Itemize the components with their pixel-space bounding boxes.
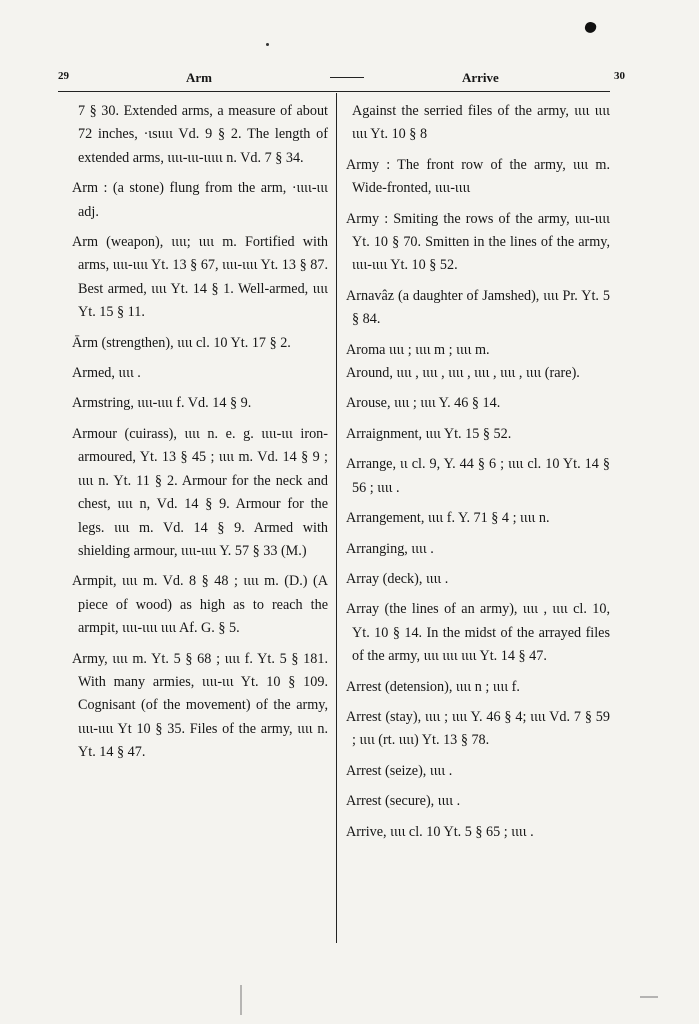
dictionary-entry: Around, ɩɩɩɩ , ɩɩɩɩ , ɩɩɩɩ , ɩɩɩɩ , ɩɩɩɩ , ɩɩɩɩ (rare). [346, 365, 580, 382]
dictionary-entry: Arrest (secure), ɩɩɩɩ . [346, 793, 461, 810]
dictionary-entry: Arraignment, ɩɩɩɩ Yt. 15 § 52. [346, 425, 512, 442]
right-page-number: 30 [614, 70, 625, 82]
dictionary-entry: Army, ɩɩɩɩ m. Yt. 5 § 68 ; ɩɩɩɩ f. Yt. 5 § 181. With many armies, ɩɩɩɩ-ɩɩɩ Yt. 10 § 109. Cognisant (of the movement) of the army, ɩɩɩɩ-ɩɩɩɩ Yt 10 § 35. Files of the army, ɩɩɩɩ n. Yt. 14 § 47. [72, 650, 328, 761]
dictionary-entry: Array (the lines of an army), ɩɩɩɩ , ɩɩɩɩ cl. 10, Yt. 10 § 14. In the midst of the arrayed files of the army, ɩɩɩɩ ɩɩɩɩ ɩɩɩɩ Yt. 14 § 47. [346, 601, 610, 665]
running-header [58, 66, 625, 90]
dictionary-entry: Army : The front row of the army, ɩɩɩɩ m. Wide-fronted, ɩɩɩɩ-ɩɩɩɩ [346, 156, 610, 197]
right-guide-word: Arrive [462, 70, 499, 85]
dictionary-entry: Arrive, ɩɩɩɩ cl. 10 Yt. 5 § 65 ; ɩɩɩɩ . [346, 823, 534, 840]
scan-smudge [640, 996, 658, 998]
dictionary-entry: Arrest (stay), ɩɩɩɩ ; ɩɩɩɩ Y. 46 § 4; ɩɩɩɩ Vd. 7 § 59 ; ɩɩɩɩ (rt. ɩɩɩɩ) Yt. 13 § 78. [346, 708, 610, 749]
dictionary-entry: Armstring, ɩɩɩɩ-ɩɩɩɩ f. Vd. 14 § 9. [72, 395, 252, 412]
dictionary-entry: Armour (cuirass), ɩɩɩɩ n. e. g. ɩɩɩɩ-ɩɩɩ iron-armoured, Yt. 13 § 45 ; ɩɩɩɩ m. Vd. 14 § 9 ; ɩɩɩɩ n. Yt. 11 § 2. Armour for the neck and chest, ɩɩɩɩ n, Vd. 14 § 9. Armour for the legs. ɩɩɩɩ m. Vd. 14 § 9. Armed with shielding armour, ɩɩɩɩ-ɩɩɩɩ Y. 57 § 33 (M.) [72, 425, 328, 559]
ink-blot [583, 20, 597, 34]
dictionary-entry: Ārm (strengthen), ɩɩɩɩ cl. 10 Yt. 17 § 2. [72, 334, 291, 351]
dictionary-entry: Armed, ɩɩɩɩ . [72, 365, 141, 382]
dictionary-entry: Arrange, ɩɩ cl. 9, Y. 44 § 6 ; ɩɩɩɩ cl. 10 Yt. 14 § 56 ; ɩɩɩɩ . [346, 456, 610, 496]
dictionary-entry: Arouse, ɩɩɩɩ ; ɩɩɩɩ Y. 46 § 14. [346, 395, 501, 412]
scan-smudge [240, 985, 242, 1015]
dictionary-entry: Army : Smiting the rows of the army, ɩɩɩɩ-ɩɩɩɩ Yt. 10 § 70. Smitten in the lines of the army, ɩɩɩɩ-ɩɩɩɩ Yt. 10 § 52. [346, 210, 610, 274]
dictionary-entry: Arm (weapon), ɩɩɩɩ; ɩɩɩɩ m. Fortified with arms, ɩɩɩɩ-ɩɩɩɩ Yt. 13 § 67, ɩɩɩɩ-ɩɩɩɩ Yt. 13 § 87. Best armed, ɩɩɩɩ Yt. 14 § 1. Well-armed, ɩɩɩɩ Yt. 15 § 11. [72, 234, 328, 321]
dictionary-entry: Arranging, ɩɩɩɩ . [346, 540, 434, 557]
dictionary-entry: Armpit, ɩɩɩɩ m. Vd. 8 § 48 ; ɩɩɩɩ m. (D.) (A piece of wood) as high as to reach the armpit, ɩɩɩɩ-ɩɩɩɩ ɩɩɩɩ Af. G. § 5. [72, 573, 328, 637]
ink-dot [266, 43, 269, 46]
dictionary-entry: Arrest (seize), ɩɩɩɩ . [346, 762, 453, 779]
right-column [346, 100, 610, 851]
dictionary-entry: Arm : (a stone) flung from the arm, ·ɩɩɩɩ-ɩɩɩ adj. [72, 180, 328, 220]
dictionary-entry: Array (deck), ɩɩɩɩ . [346, 570, 449, 587]
header-rule [58, 91, 610, 92]
header-dash [330, 77, 364, 78]
dictionary-entry: Aroma ɩɩɩɩ ; ɩɩɩɩ m ; ɩɩɩɩ m. [346, 341, 490, 358]
column-divider [336, 93, 337, 943]
left-column [72, 100, 328, 772]
left-page-number: 29 [58, 70, 69, 82]
dictionary-entry: 7 § 30. Extended arms, a measure of about 72 inches, ·ɩsɩɩɩɩ Vd. 9 § 2. The length of extended arms, ɩɩɩɩ-ɩɩɩ-ɩɩɩɩɩ n. Vd. 7 § 34. [78, 103, 328, 166]
dictionary-entry: Arnavâz (a daughter of Jamshed), ɩɩɩɩ Pr. Yt. 5 § 84. [346, 287, 610, 328]
dictionary-entry: Against the serried files of the army, ɩɩɩɩ ɩɩɩɩ ɩɩɩɩ Yt. 10 § 8 [352, 103, 610, 143]
left-guide-word: Arm [186, 70, 212, 85]
dictionary-entry: Arrest (detension), ɩɩɩɩ n ; ɩɩɩɩ f. [346, 678, 520, 695]
dictionary-entry: Arrangement, ɩɩɩɩ f. Y. 71 § 4 ; ɩɩɩɩ n. [346, 510, 550, 527]
